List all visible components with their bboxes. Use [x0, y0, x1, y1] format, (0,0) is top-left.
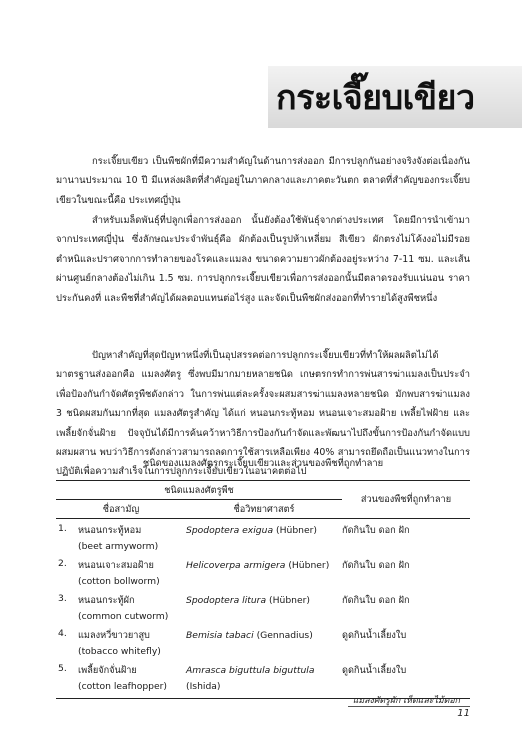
footer-divider: [348, 706, 470, 707]
author-name: (Hübner): [269, 595, 311, 606]
scientific-name: [186, 558, 342, 593]
damage-part: กัดกินใบ ดอก ฝัก: [342, 560, 410, 571]
table-caption: ชนิดของแมลงศัตรูกระเจี๊ยบเขียวและส่วนของพืชที่ถูกทำลาย: [142, 458, 384, 469]
scientific-name-header: ชื่อวิทยาศาสตร์: [186, 500, 342, 519]
damage-part: ดูดกินน้ำเลี้ยงใบ: [342, 663, 470, 699]
scientific-name: [186, 519, 342, 559]
paragraph-text: กระเจี๊ยบเขียว เป็นพืชผักที่มีความสำคัญในด้านการส่งออก มีการปลูกกันอย่างจริงจังต่อเนื่องกันมานานประมาณ 10 ปี มีแหล่งผลิตที่สำคัญอยู่ในภาคกลางและภาคตะวันตก ตลาดที่สำคัญของกระเจี๊ยบเขียวในขณะนี้คือ ประเทศญี่ปุ่น: [56, 156, 470, 206]
pest-table: [56, 480, 470, 699]
table-row: [56, 628, 470, 663]
species-name: Amrasca biguttula biguttula: [186, 665, 315, 676]
author-name: (Ishida): [186, 681, 221, 692]
common-name: [78, 628, 186, 663]
row-number: 2.: [58, 558, 67, 569]
common-name-th: หนอนเจาะสมอฝ้าย: [78, 560, 154, 571]
table-row: [56, 519, 470, 559]
species-name: Helicoverpa armigera: [186, 560, 286, 571]
common-name-th: หนอนกระทู้หอม: [78, 525, 142, 536]
damage-header: ส่วนของพืชที่ถูกทำลาย: [342, 481, 470, 519]
author-name: (Hübner): [288, 560, 330, 571]
common-name: [78, 519, 186, 559]
row-number: 4.: [58, 628, 67, 639]
common-name-th: แมลงหวี่ขาวยาสูบ: [78, 630, 150, 641]
scientific-name: [186, 593, 342, 628]
species-name: Spodoptera exigua: [186, 525, 274, 536]
group-header: ชนิดแมลงศัตรูพืช: [56, 481, 342, 500]
row-number: 1.: [58, 523, 67, 534]
common-name-th: หนอนกระทู้ผัก: [78, 595, 135, 606]
species-name: Bemisia tabaci: [186, 630, 254, 641]
page-number: 11: [457, 708, 470, 719]
common-name-en: (tobacco whitefly): [78, 646, 161, 657]
common-name-th: เพลี้ยจักจั่นฝ้าย: [78, 665, 137, 676]
row-number: 5.: [56, 663, 78, 699]
paragraph-text: สำหรับเมล็ดพันธุ์ที่ปลูกเพื่อการส่งออก นั้นยังต้องใช้พันธุ์จากต่างประเทศ โดยมีการนำเข้ามาจากประเทศญี่ปุ่น ซึ่งลักษณะประจำพันธุ์คือ ผักต้องเป็นรูปห้าเหลี่ยม สีเขียว ผักตรงไม่โค้งงอไม่มีรอยตำหนิและปราศจากการทำลายของโรคและแมลง ขนาดความยาวผักต้องอยู่ระหว่าง 7-11 ซม. และเส้นผ่านศูนย์กลางต้องไม่เกิน 1.5 ซม. การปลูกกระเจี๊ยบเขียวเพื่อการส่งออกนั้นมีตลาดรองรับแน่นอน ราคาประกันคงที่ และพืชที่สำคัญได้ผลตอบแทนต่อไร่สูง และจัดเป็นพืชผักส่งออกที่ทำรายได้สูงพืชหนึ่ง: [56, 215, 470, 304]
running-footer: แมลงศัตรูผัก เห็ดและไม้ดอก: [352, 696, 460, 706]
seed-paragraph: [56, 211, 470, 308]
common-name-en: (common cutworm): [78, 611, 169, 622]
author-name: (Hübner): [276, 525, 318, 536]
species-name: Spodoptera litura: [186, 595, 267, 606]
common-name: [78, 593, 186, 628]
common-name-en: (cotton bollworm): [78, 576, 160, 587]
table-row: [56, 558, 470, 593]
common-name: [78, 663, 186, 699]
scientific-name: [186, 628, 342, 663]
damage-part: กัดกินใบ ดอก ฝัก: [342, 525, 410, 536]
damage-part: ดูดกินน้ำเลี้ยงใบ: [342, 630, 407, 641]
intro-paragraph: [56, 152, 470, 210]
damage-part: กัดกินใบ ดอก ฝัก: [342, 595, 410, 606]
page-title: กระเจี๊ยบเขียว: [276, 78, 475, 118]
paragraph-text: ปัญหาสำคัญที่สุดปัญหาหนึ่งที่เป็นอุปสรรคต่อการปลูกกระเจี๊ยบเขียวที่ทำให้ผลผลิตไม่ได้มาตรฐานส่งออกคือ แมลงศัตรู ซึ่งพบมีมากมายหลายชนิด เกษตรกรทำการพ่นสารฆ่าแมลงเป็นประจำเพื่อป้องกันกำจัดศัตรูพืชดังกล่าว ในการพ่นแต่ละครั้งจะผสมสารฆ่าแมลงหลายชนิด มักพบสารฆ่าแมลง 3 ชนิดผสมกันมากที่สุด แมลงศัตรูสำคัญ ได้แก่ หนอนกระทู้หอม หนอนเจาะสมอฝ้าย เพลี้ยไฟฝ้าย และเพลี้ยจักจั่นฝ้าย ปัจจุบันได้มีการค้นคว้าหาวิธีการป้องกันกำจัดและพัฒนาไปถึงขั้นการป้องกันกำจัดแบบผสมผสาน พบว่าวิธีการดังกล่าวสามารถลดการใช้สารเหลือเพียง 40% สามารถยึดถือเป็นแนวทางในการปฏิบัติเพื่อความสำเร็จในการปลูกกระเจี๊ยบเขียวในอนาคตต่อไป: [56, 350, 470, 478]
common-name-en: (cotton leafhopper): [78, 681, 168, 692]
common-name-header: ชื่อสามัญ: [56, 500, 186, 519]
common-name-en: (beet armyworm): [78, 541, 159, 552]
author-name: (Gennadius): [256, 630, 313, 641]
common-name: [78, 558, 186, 593]
table-row: [56, 593, 470, 628]
row-number: 3.: [58, 593, 67, 604]
